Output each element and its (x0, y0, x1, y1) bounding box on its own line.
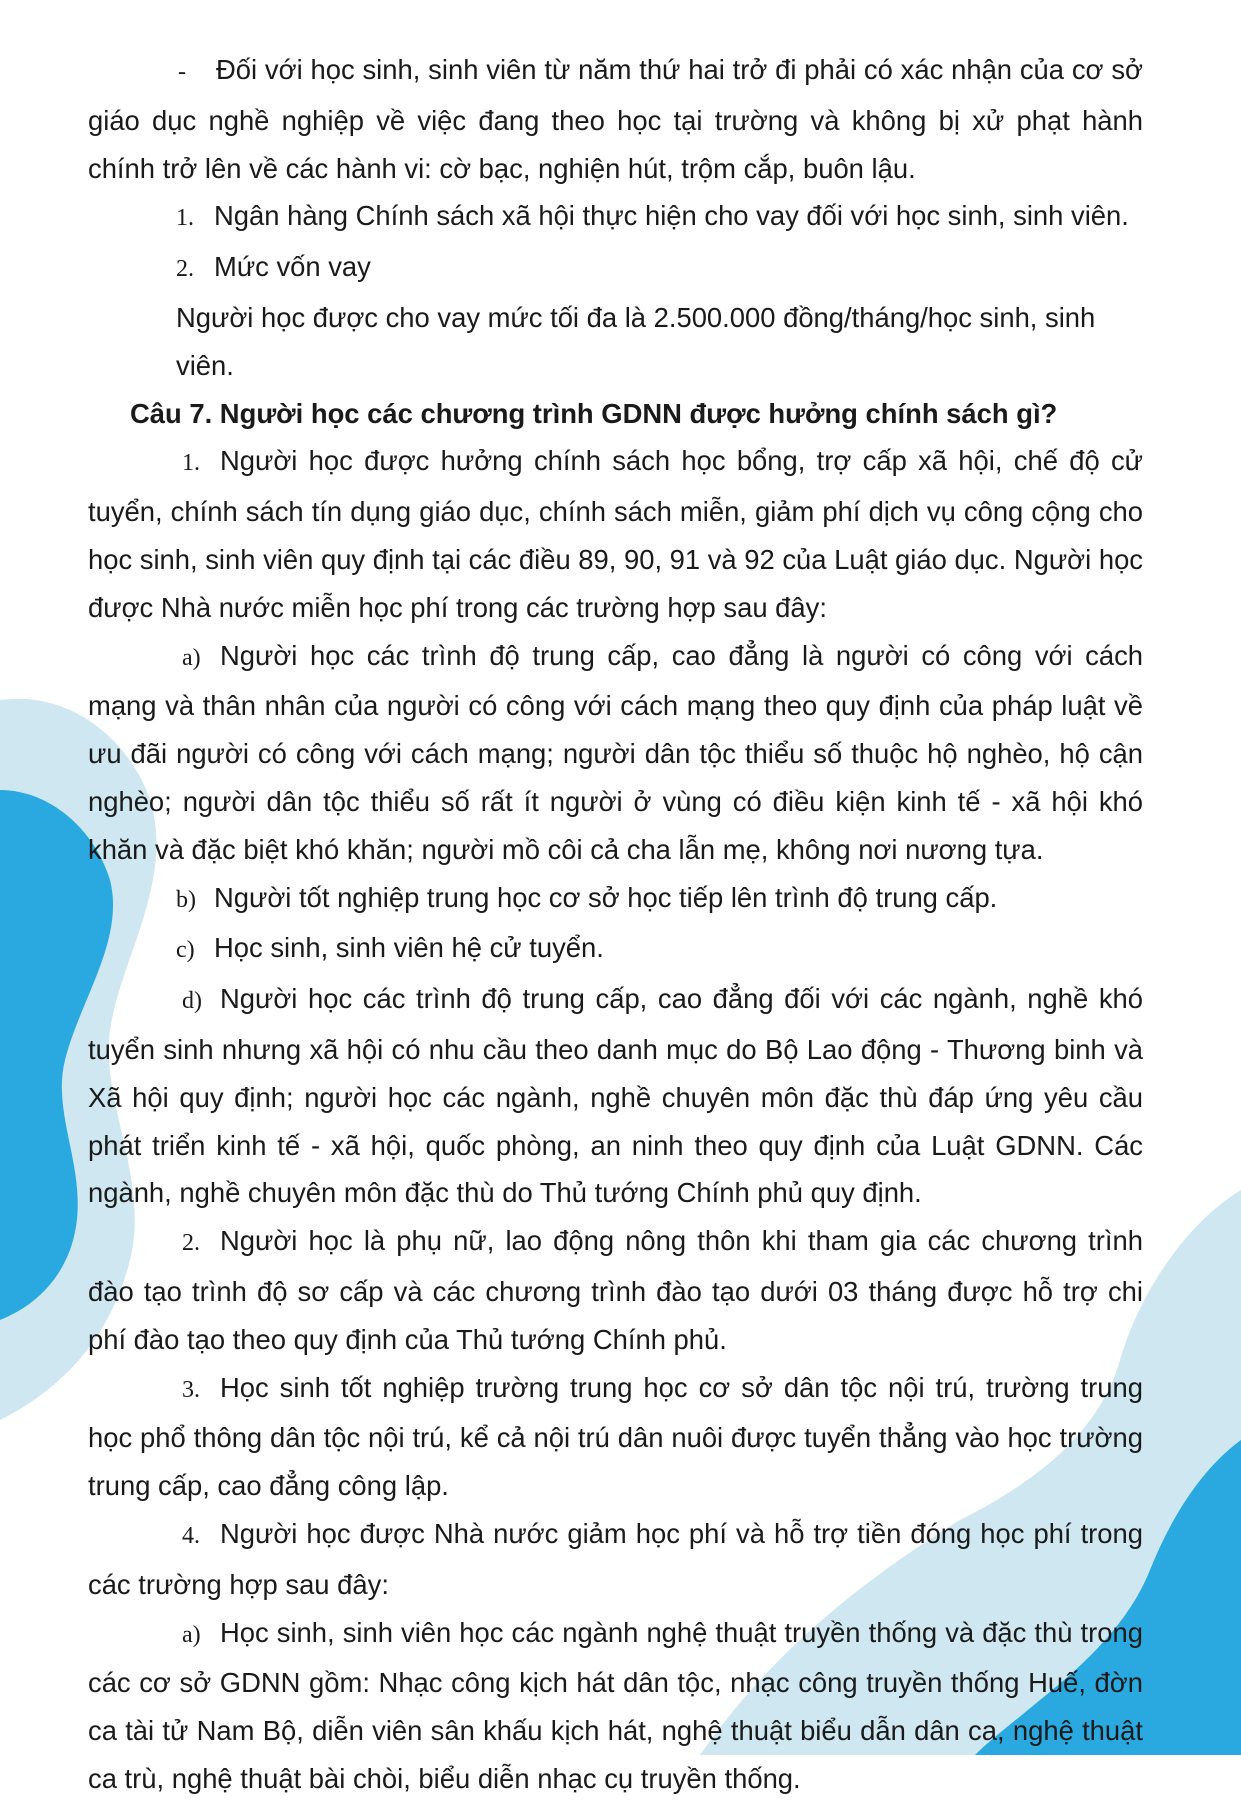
item-number: 3. (182, 1376, 200, 1403)
paragraph-text: Người học được hưởng chính sách học bổng, trợ cấp xã hội, chế độ cử tuyển, chính sách tín dụng giáo dục, chính sách miễn, giảm phí dịch vụ công cộng cho học sinh, sinh viên quy định tại các điều 89, 90, 91 và 92 của Luật giáo dục. Người học được Nhà nước miễn học phí trong các trường hợp sau đây: (88, 445, 1143, 623)
paragraph-text: Học sinh tốt nghiệp trường trung học cơ sở dân tộc nội trú, trường trung học phổ thông dân tộc nội trú, kể cả nội trú dân nuôi được tuyển thẳng vào học trường trung cấp, cao đẳng công lập. (88, 1371, 1143, 1502)
paragraph-text: Đối với học sinh, sinh viên từ năm thứ hai trở đi phải có xác nhận của cơ sở giáo dục nghề nghiệp về việc đang theo học tại trường và không bị xử phạt hành chính trở lên về các hành vi: cờ bạc, nghiện hút, trộm cắp, buôn lậu. (88, 54, 1143, 184)
paragraph-text: Học sinh, sinh viên học các ngành nghệ thuật truyền thống và đặc thù trong các cơ sở GDNN gồm: Nhạc công kịch hát dân tộc, nhạc công truyền thống Huế, đờn ca tài tử Nam Bộ, diễn viên sân khấu kịch hát, nghệ thuật biểu dẫn dân ca, nghệ thuật ca trù, nghệ thuật bài chòi, biểu diễn nhạc cụ truyền thống. (88, 1616, 1143, 1794)
item-letter: a) (182, 1621, 201, 1648)
paragraph-text: Người học các trình độ trung cấp, cao đẳng là người có công với cách mạng và thân nhân của người có công với cách mạng theo quy định của pháp luật về ưu đãi người có công với cách mạng; người dân tộc thiểu số thuộc hộ nghèo, hộ cận nghèo; người dân tộc thiểu số rất ít người ở vùng có điều kiện kinh tế - xã hội khó khăn và đặc biệt khó khăn; người mồ côi cả cha lẫn mẹ, không nơi nương tựa. (88, 639, 1143, 865)
lettered-paragraph (88, 632, 1143, 874)
item-text: Ngân hàng Chính sách xã hội thực hiện cho vay đối với học sinh, sinh viên. (214, 200, 1129, 232)
paragraph-text: Người học là phụ nữ, lao động nông thôn khi tham gia các chương trình đào tạo trình độ sơ cấp và các chương trình đào tạo dưới 03 tháng được hỗ trợ chi phí đào tạo theo quy định của Thủ tướng Chính phủ. (88, 1225, 1143, 1355)
item-letter: d) (182, 988, 202, 1015)
item-number: 1. (176, 205, 194, 232)
numbered-paragraph (88, 1510, 1143, 1609)
document-body (88, 46, 1143, 1803)
item-letter: a) (182, 644, 201, 671)
item-text: Mức vốn vay (214, 251, 371, 283)
paragraph-text: Người học được cho vay mức tối đa là 2.500.000 đồng/tháng/học sinh, sinh viên. (176, 301, 1096, 381)
item-letter: b) (176, 886, 196, 913)
numbered-item (88, 243, 1143, 294)
item-number: 4. (182, 1522, 200, 1549)
lettered-item (88, 924, 1143, 975)
item-text: Người tốt nghiệp trung học cơ sở học tiếp lên trình độ trung cấp. (214, 881, 998, 913)
numbered-paragraph (88, 1364, 1143, 1510)
bullet-dash: - (178, 59, 186, 85)
numbered-paragraph (88, 437, 1143, 631)
loan-amount-paragraph (88, 294, 1143, 390)
item-letter: c) (176, 937, 195, 964)
lettered-paragraph (88, 975, 1143, 1217)
item-number: 2. (182, 1230, 200, 1257)
lettered-item (88, 874, 1143, 925)
item-number: 1. (182, 450, 200, 477)
item-number: 2. (176, 256, 194, 283)
question-heading: Câu 7. Người học các chương trình GDNN được hưởng chính sách gì? (130, 397, 1058, 429)
numbered-paragraph (88, 1217, 1143, 1363)
paragraph-text: Người học được Nhà nước giảm học phí và hỗ trợ tiền đóng học phí trong các trường hợp sau đây: (88, 1517, 1143, 1600)
paragraph-dash-note (88, 46, 1143, 192)
numbered-item (88, 192, 1143, 243)
paragraph-text: Người học các trình độ trung cấp, cao đẳng đối với các ngành, nghề khó tuyển sinh nhưng xã hội có nhu cầu theo danh mục do Bộ Lao động - Thương binh và Xã hội quy định; người học các ngành, nghề chuyên môn đặc thù đáp ứng yêu cầu phát triển kinh tế - xã hội, quốc phòng, an ninh theo quy định của Luật GDNN. Các ngành, nghề chuyên môn đặc thù do Thủ tướng Chính phủ quy định. (88, 983, 1143, 1209)
item-text: Học sinh, sinh viên hệ cử tuyển. (214, 932, 604, 964)
lettered-paragraph (88, 1609, 1143, 1803)
